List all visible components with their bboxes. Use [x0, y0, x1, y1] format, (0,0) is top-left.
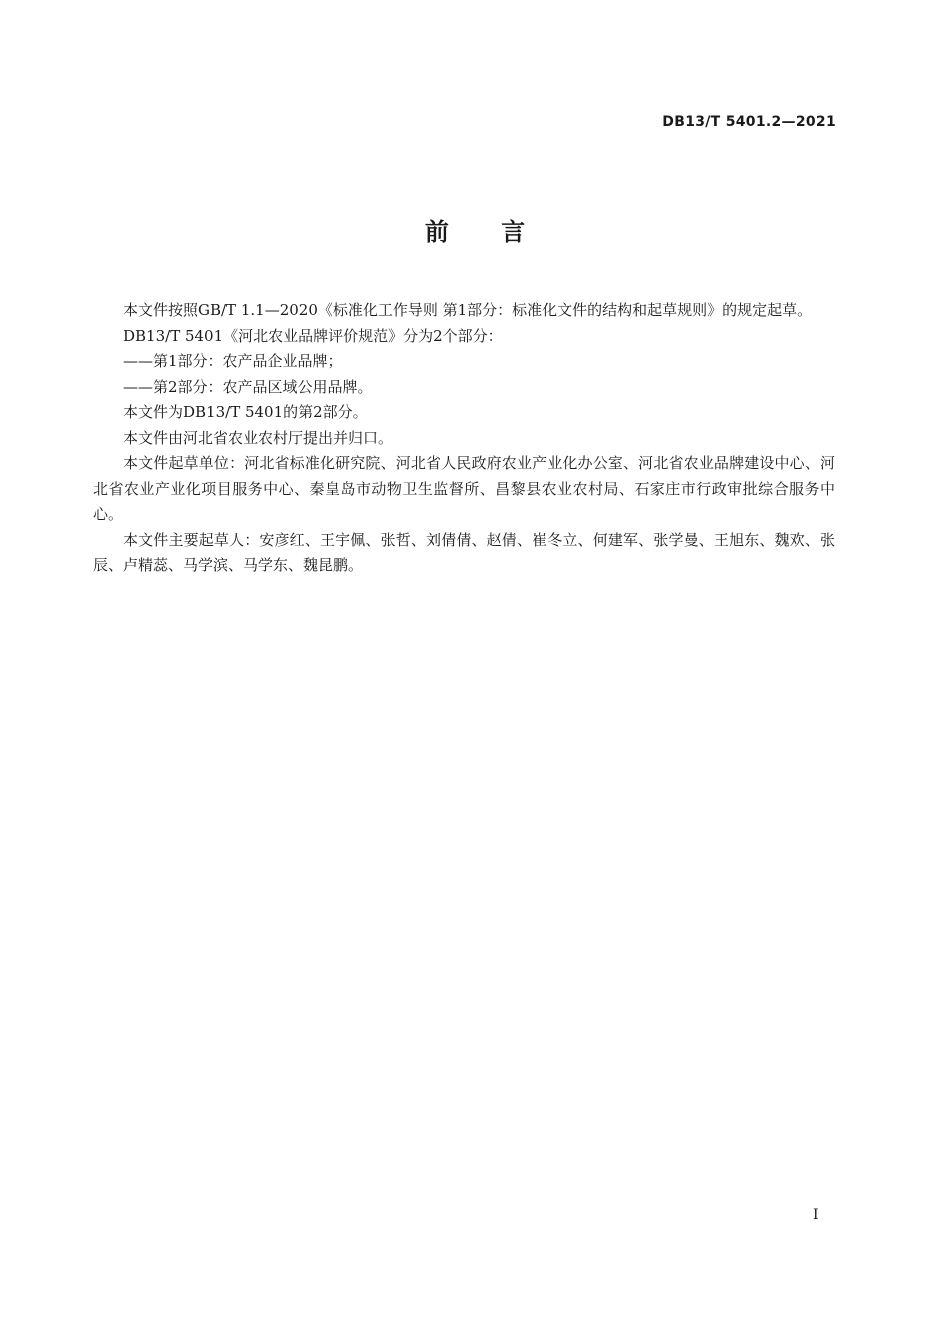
paragraph-drafting-units: 本文件起草单位：河北省标准化研究院、河北省人民政府农业产业化办公室、河北省农业品牌建设中心、河北省农业产业化项目服务中心、秦皇岛市动物卫生监督所、昌黎县农业农村局、石家庄市行政审批综合服务中心。 [93, 454, 835, 523]
paragraph-this-part: 本文件为DB13/T 5401的第2部分。 [123, 403, 368, 421]
paragraph-proposer: 本文件由河北省农业农村厅提出并归口。 [123, 428, 394, 447]
foreword-body [93, 298, 835, 579]
document-code: DB13/T 5401.2—2021 [662, 114, 836, 130]
page-title: 前 言 [424, 218, 548, 246]
paragraph-part-1: ——第1部分：农产品企业品牌； [123, 352, 343, 370]
paragraph-drafting-basis: 本文件按照GB/T 1.1—2020《标准化工作导则 第1部分：标准化文件的结构和起草规则》的规定起草。 [123, 301, 813, 319]
paragraph-drafters: 本文件主要起草人：安彦红、王宇佩、张哲、刘倩倩、赵倩、崔冬立、何建军、张学曼、王旭东、魏欢、张辰、卢精蕊、马学滨、马学东、魏昆鹏。 [93, 530, 835, 574]
page-number: I [813, 1207, 819, 1223]
paragraph-part-2: ——第2部分：农产品区域公用品牌。 [123, 377, 373, 396]
paragraph-parts-intro: DB13/T 5401《河北农业品牌评价规范》分为2个部分： [123, 326, 503, 345]
